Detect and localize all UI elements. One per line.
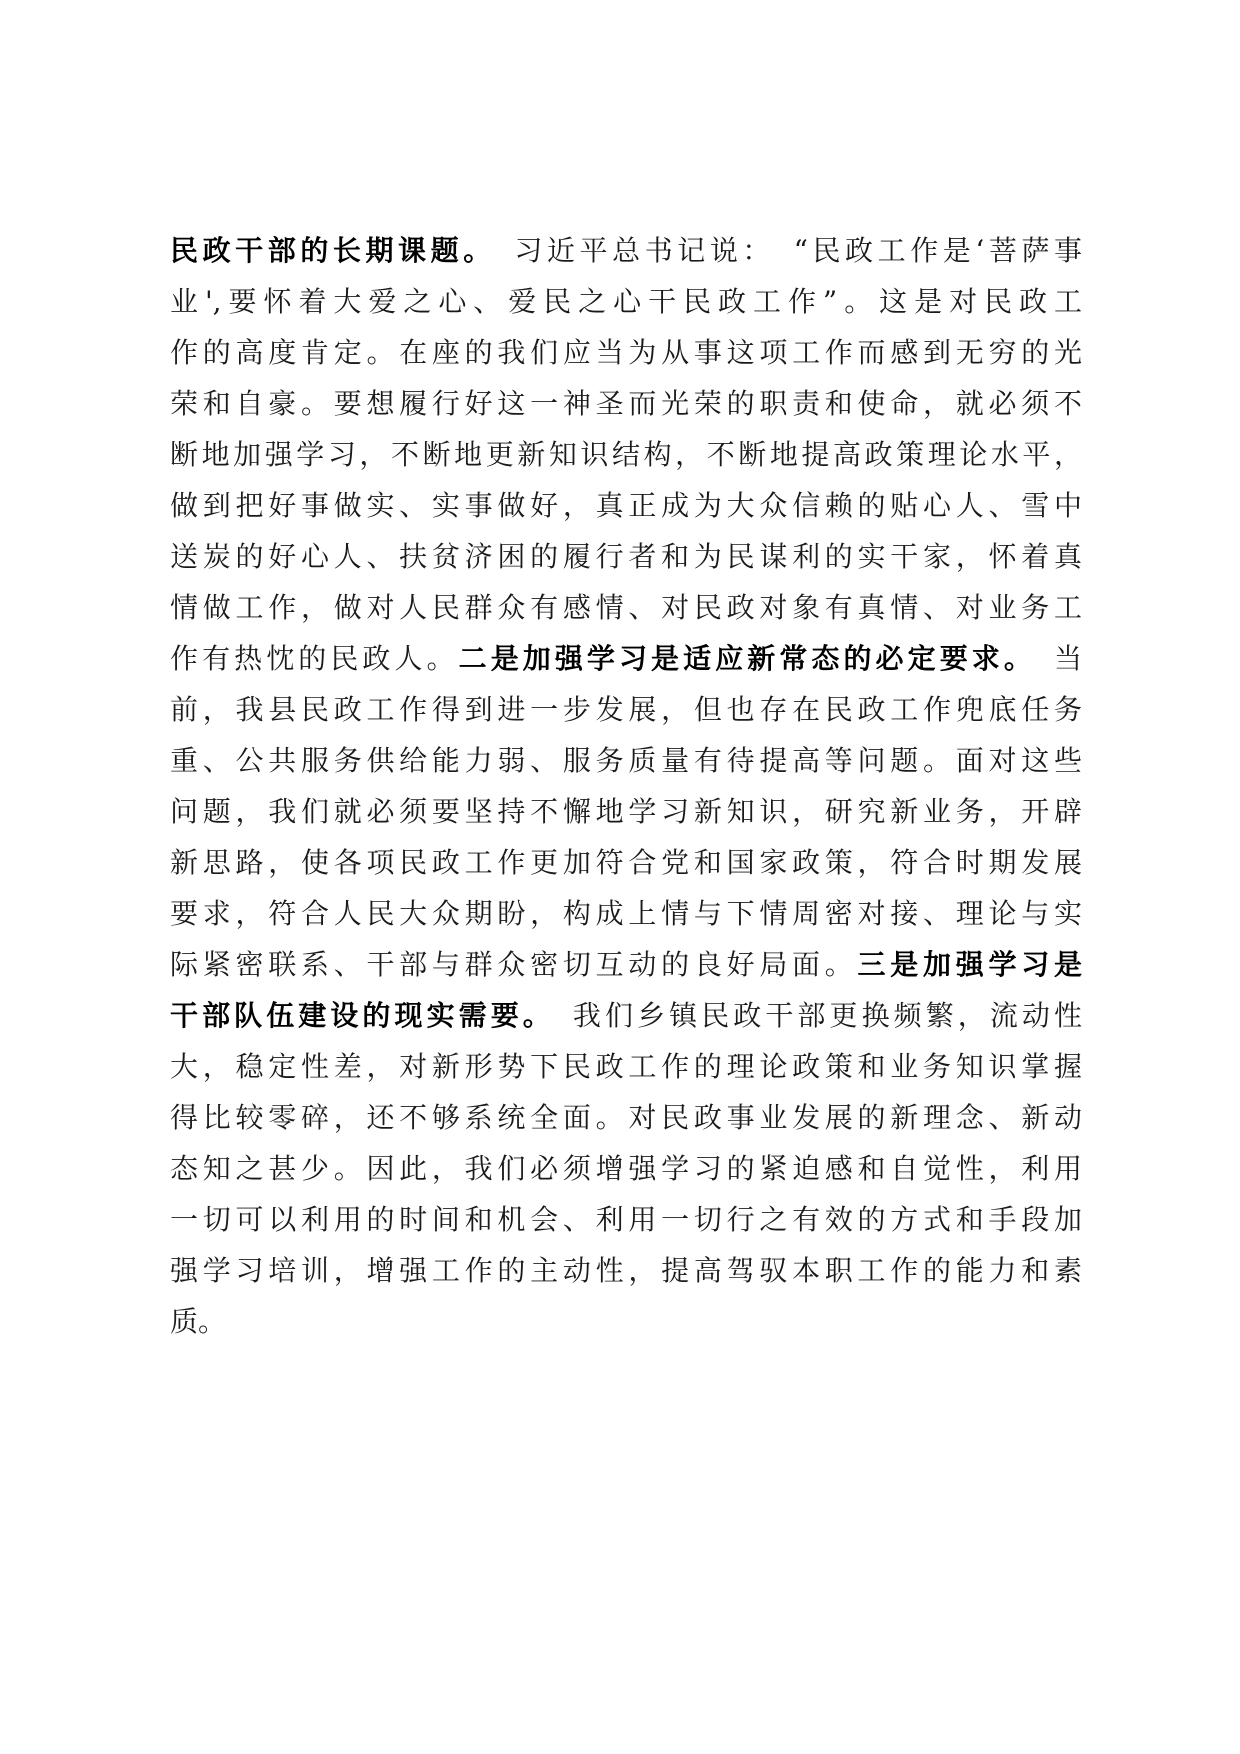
body-text: 业',要怀着大爱之心、爱民之心干民政工作”。这是对民政工 xyxy=(170,285,1082,318)
document-body xyxy=(170,225,1082,1347)
body-text: 要求，符合人民大众期盼，构成上情与下情周密对接、理论与实 xyxy=(170,897,1082,930)
text-line xyxy=(170,1296,1082,1347)
text-line xyxy=(170,990,1082,1041)
text-line xyxy=(170,786,1082,837)
text-line xyxy=(170,531,1082,582)
body-text: 际紧密联系、干部与群众密切互动的良好局面。 xyxy=(170,948,858,981)
text-line xyxy=(170,837,1082,888)
body-text: 重、公共服务供给能力弱、服务质量有待提高等问题。面对这些 xyxy=(170,744,1082,777)
body-text: 质。 xyxy=(170,1305,227,1338)
bold-heading-text: 二是加强学习是适应新常态的必定要求。 xyxy=(458,642,1022,675)
body-text: 作的高度肯定。在座的我们应当为从事这项工作而感到无穷的光 xyxy=(170,336,1082,369)
text-line xyxy=(170,225,1082,276)
body-text: 态知之甚少。因此，我们必须增强学习的紧迫感和自觉性，利用 xyxy=(170,1152,1082,1185)
text-line xyxy=(170,888,1082,939)
text-line xyxy=(170,378,1082,429)
bold-heading-text: 干部队伍建设的现实需要。 xyxy=(170,999,541,1032)
body-text: 新思路，使各项民政工作更加符合党和国家政策，符合时期发展 xyxy=(170,846,1082,879)
body-text: 作有热忱的民政人。 xyxy=(170,642,459,675)
body-text: 做到把好事做实、实事做好，真正成为大众信赖的贴心人、雪中 xyxy=(170,489,1082,522)
body-text: 荣和自豪。要想履行好这一神圣而光荣的职责和使命，就必须不 xyxy=(170,387,1082,420)
text-line xyxy=(170,276,1082,327)
body-text: 一切可以利用的时间和机会、利用一切行之有效的方式和手段加 xyxy=(170,1203,1082,1236)
body-text: 送炭的好心人、扶贫济困的履行者和为民谋利的实干家，怀着真 xyxy=(170,540,1082,573)
body-text: 强学习培训，增强工作的主动性，提高驾驭本职工作的能力和素 xyxy=(170,1254,1082,1287)
body-text: 情做工作，做对人民群众有感情、对民政对象有真情、对业务工 xyxy=(170,591,1082,624)
text-line xyxy=(170,735,1082,786)
text-line xyxy=(170,327,1082,378)
body-text: 断地加强学习，不断地更新知识结构，不断地提高政策理论水平， xyxy=(170,438,1082,471)
body-text: 当 xyxy=(1021,642,1082,675)
text-line xyxy=(170,582,1082,633)
text-line xyxy=(170,1143,1082,1194)
text-line xyxy=(170,1194,1082,1245)
text-line xyxy=(170,1245,1082,1296)
text-line xyxy=(170,684,1082,735)
body-text: 问题，我们就必须要坚持不懈地学习新知识，研究新业务，开辟 xyxy=(170,795,1082,828)
bold-heading-text: 民政干部的长期课题。 xyxy=(170,234,482,267)
text-line xyxy=(170,1092,1082,1143)
text-line xyxy=(170,480,1082,531)
text-line xyxy=(170,633,1082,684)
text-line xyxy=(170,939,1082,990)
bold-heading-text: 三是加强学习是 xyxy=(857,948,1082,981)
body-text: 我们乡镇民政干部更换频繁，流动性 xyxy=(540,999,1082,1032)
body-text: 得比较零碎，还不够系统全面。对民政事业发展的新理念、新动 xyxy=(170,1101,1082,1134)
body-text: 大，稳定性差，对新形势下民政工作的理论政策和业务知识掌握 xyxy=(170,1050,1082,1083)
text-line xyxy=(170,1041,1082,1092)
body-text: 前，我县民政工作得到进一步发展，但也存在民政工作兜底任务 xyxy=(170,693,1082,726)
text-line xyxy=(170,429,1082,480)
body-text: 习近平总书记说： “民政工作是‘菩萨事 xyxy=(481,234,1082,267)
